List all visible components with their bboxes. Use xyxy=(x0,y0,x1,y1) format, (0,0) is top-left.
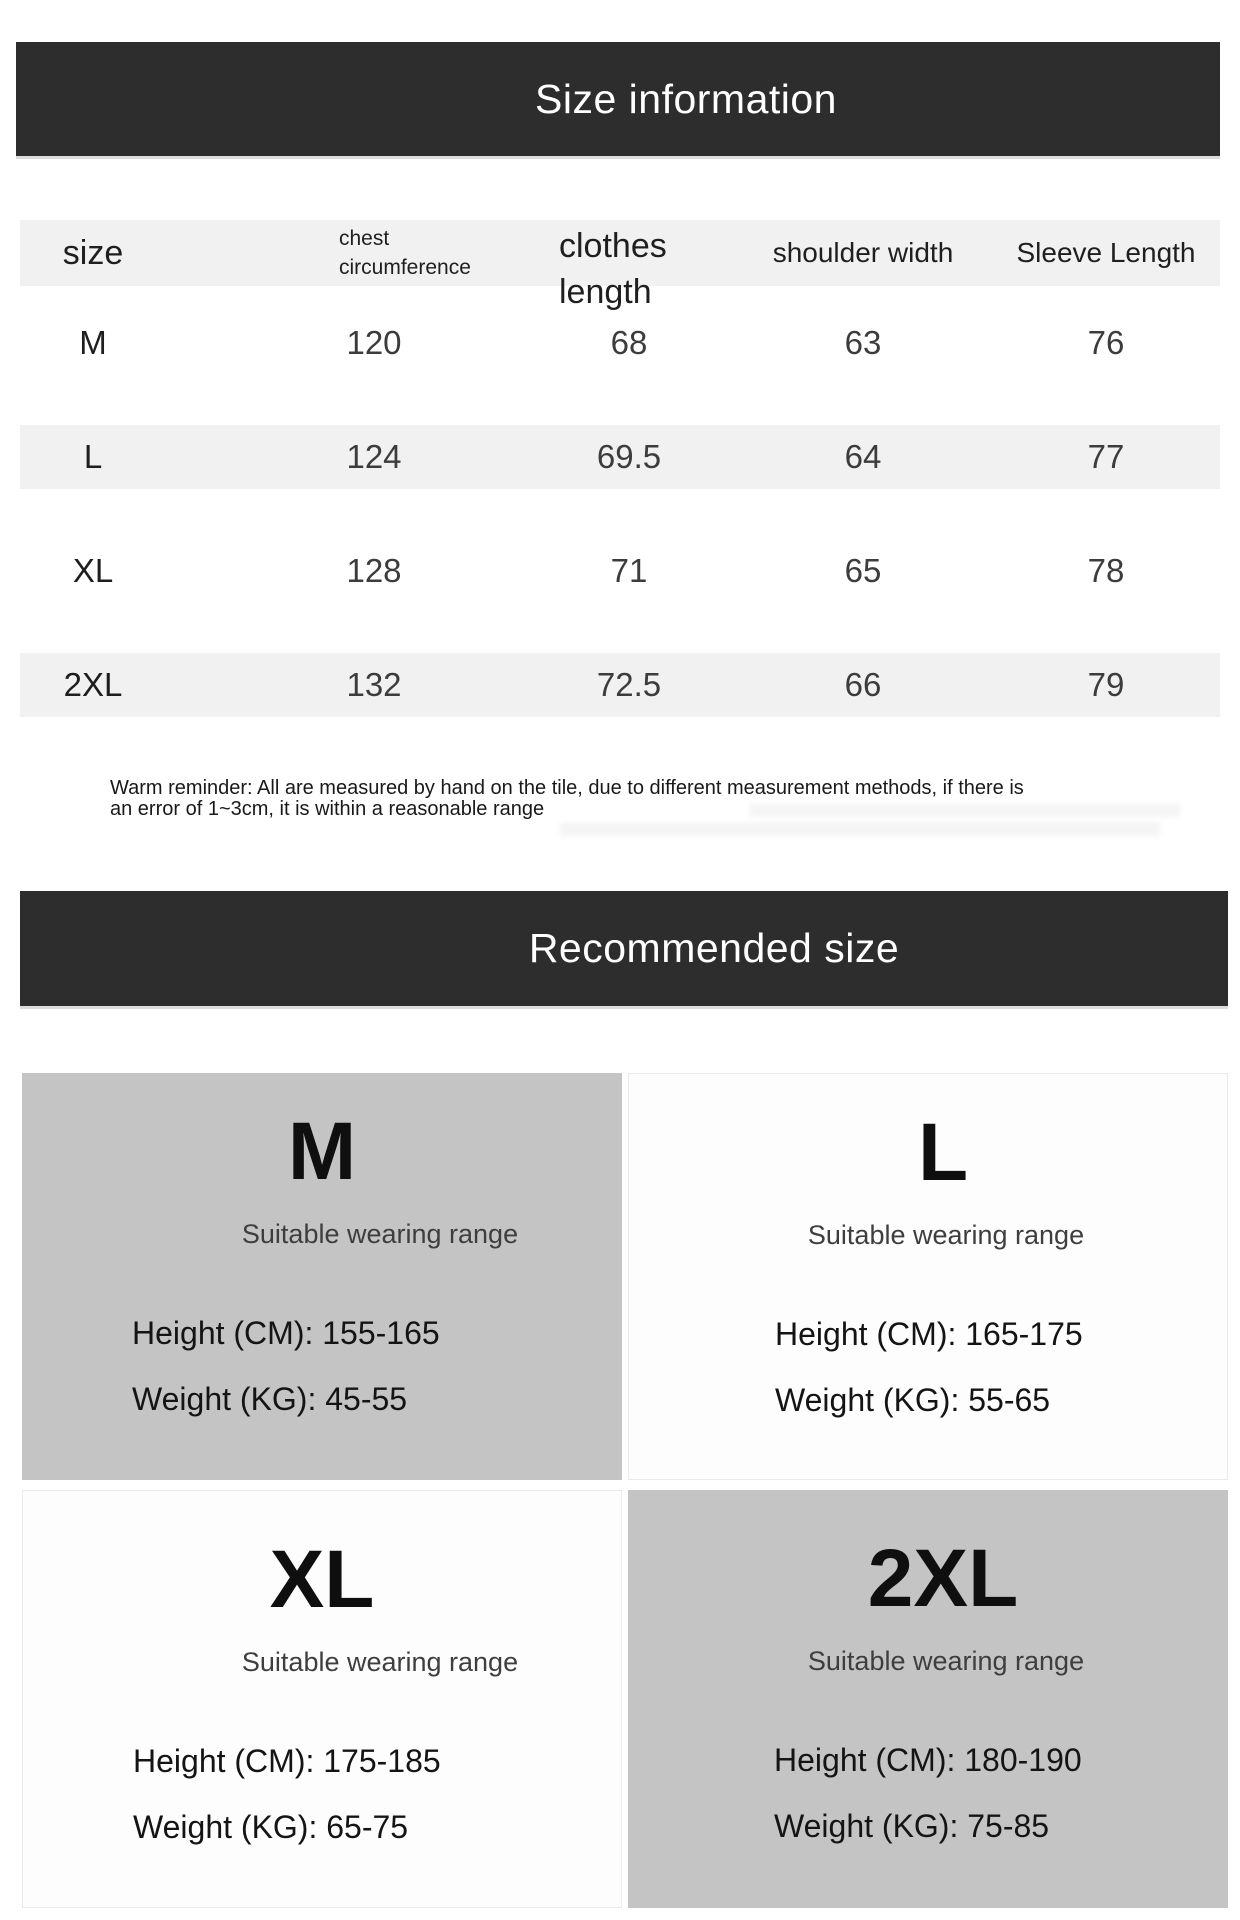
row-m-size: M xyxy=(79,324,107,361)
size-card-xl-letter: XL xyxy=(269,1534,375,1625)
row-m-sleeve: 76 xyxy=(1087,324,1125,361)
warm-reminder-line-1: Warm reminder: All are measured by hand on the tile, due to different measurement methods, if there is xyxy=(110,777,1024,799)
row-l-shoulder: 64 xyxy=(844,438,882,475)
ghost-text-artifact xyxy=(750,804,1180,817)
warm-reminder-note xyxy=(110,778,1150,820)
column-header-size: size xyxy=(62,233,124,272)
size-card-l-letter: L xyxy=(917,1107,969,1198)
size-table xyxy=(20,220,1220,742)
size-card-xl xyxy=(22,1490,622,1908)
table-row-l xyxy=(20,400,1220,514)
ghost-text-artifact xyxy=(560,822,1160,836)
row-l-sleeve: 77 xyxy=(1087,438,1125,475)
size-card-xl-height: Height (CM): 175-185 xyxy=(133,1743,441,1779)
size-card-l xyxy=(628,1073,1228,1480)
row-m-clothes: 68 xyxy=(610,324,648,361)
size-card-2xl-letter: 2XL xyxy=(867,1533,1019,1624)
size-card-2xl-weight: Weight (KG): 75-85 xyxy=(774,1808,1050,1844)
size-card-2xl-subtitle: Suitable wearing range xyxy=(807,1646,1085,1676)
size-card-m-letter: M xyxy=(287,1106,357,1197)
table-row-2xl xyxy=(20,628,1220,742)
row-xl-size: XL xyxy=(72,552,114,589)
table-row-xl xyxy=(20,514,1220,628)
row-l-chest: 124 xyxy=(346,438,402,475)
row-l-clothes: 69.5 xyxy=(596,438,662,475)
row-xl-clothes: 71 xyxy=(610,552,648,589)
row-2xl-size: 2XL xyxy=(63,666,123,703)
size-card-xl-stats xyxy=(133,1741,621,1847)
size-card-xl-subtitle: Suitable wearing range xyxy=(241,1647,519,1677)
row-xl-chest: 128 xyxy=(346,552,402,589)
size-card-m-height: Height (CM): 155-165 xyxy=(132,1315,440,1351)
size-card-m-stats xyxy=(132,1313,622,1419)
size-card-2xl xyxy=(628,1490,1228,1908)
size-card-2xl-stats xyxy=(774,1740,1228,1846)
recommended-size-header-bar xyxy=(20,891,1228,1006)
size-card-m-weight: Weight (KG): 45-55 xyxy=(132,1381,408,1417)
size-card-m xyxy=(22,1073,622,1480)
size-table-header-row xyxy=(20,220,1220,311)
row-xl-sleeve: 78 xyxy=(1087,552,1125,589)
column-header-chest-circumference: chest circumference xyxy=(339,227,471,279)
size-card-2xl-height: Height (CM): 180-190 xyxy=(774,1742,1082,1778)
column-header-clothes-length: clothes length xyxy=(559,227,667,311)
recommended-size-grid xyxy=(22,1073,1228,1908)
size-card-l-stats xyxy=(775,1314,1227,1420)
column-header-sleeve-length: Sleeve Length xyxy=(1016,237,1196,268)
size-card-l-weight: Weight (KG): 55-65 xyxy=(775,1382,1051,1418)
column-header-shoulder-width: shoulder width xyxy=(772,237,954,268)
warm-reminder-line-2: an error of 1~3cm, it is within a reasonable range xyxy=(110,798,545,820)
row-m-chest: 120 xyxy=(346,324,402,361)
row-2xl-clothes: 72.5 xyxy=(596,666,662,703)
row-m-shoulder: 63 xyxy=(844,324,882,361)
size-information-header-bar xyxy=(16,42,1220,156)
size-card-xl-weight: Weight (KG): 65-75 xyxy=(133,1809,409,1845)
row-2xl-sleeve: 79 xyxy=(1087,666,1125,703)
size-card-l-subtitle: Suitable wearing range xyxy=(807,1220,1085,1250)
size-information-title: Size information xyxy=(535,75,837,122)
recommended-size-title: Recommended size xyxy=(528,925,900,971)
size-card-m-subtitle: Suitable wearing range xyxy=(241,1219,519,1249)
row-2xl-chest: 132 xyxy=(346,666,402,703)
size-info-page xyxy=(0,42,1240,1920)
row-xl-shoulder: 65 xyxy=(844,552,882,589)
size-card-l-height: Height (CM): 165-175 xyxy=(775,1316,1083,1352)
row-2xl-shoulder: 66 xyxy=(844,666,882,703)
row-l-size: L xyxy=(83,438,103,475)
